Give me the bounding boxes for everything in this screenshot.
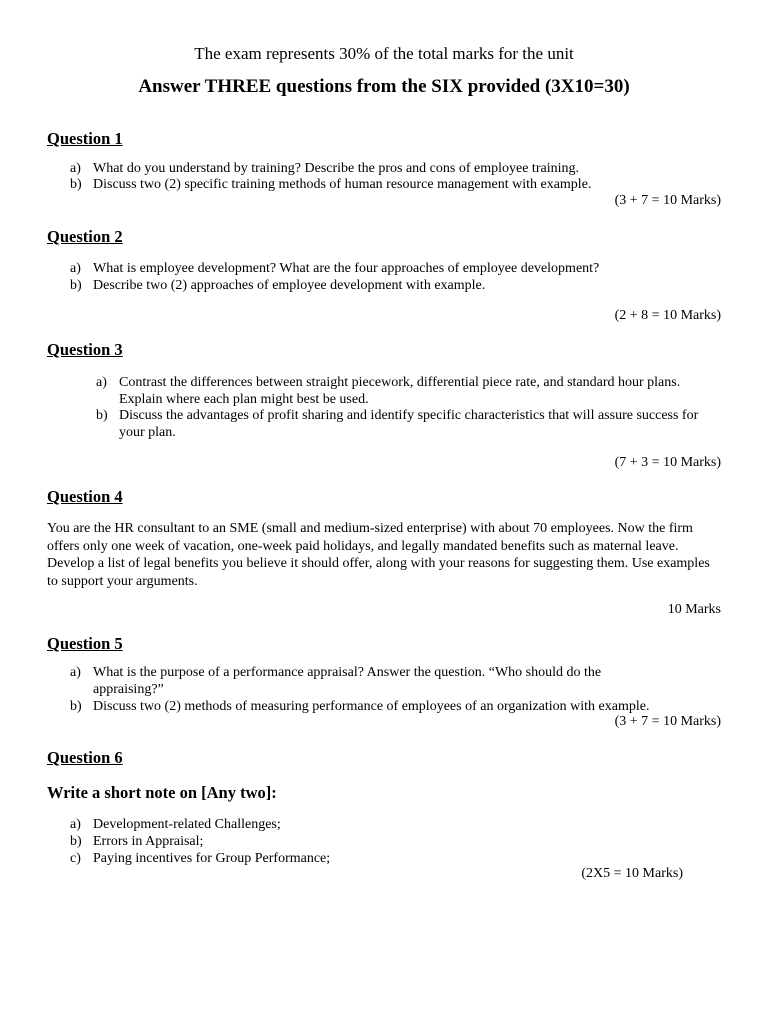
item-text: Contrast the differences between straight piecework, differential piece rate, and standard hour plans. Explain where each plan might best be used. bbox=[119, 375, 681, 407]
question-6-subtitle: Write a short note on [Any two]: bbox=[47, 783, 277, 802]
question-2-item-a bbox=[70, 260, 730, 277]
item-text: Discuss two (2) specific training methods of human resource management with example. bbox=[93, 177, 592, 192]
item-text: What do you understand by training? Describe the pros and cons of employee training. bbox=[93, 161, 579, 176]
question-5-item-a bbox=[70, 664, 730, 698]
question-1-title: Question 1 bbox=[47, 129, 123, 148]
item-label: b) bbox=[70, 699, 82, 714]
question-4-marks: 10 Marks bbox=[667, 602, 721, 617]
question-3-item-a bbox=[96, 374, 726, 408]
item-label: c) bbox=[70, 851, 81, 866]
exam-instruction: Answer THREE questions from the SIX provided (3X10=30) bbox=[138, 76, 630, 97]
question-1-item-a bbox=[70, 160, 730, 177]
question-2-title: Question 2 bbox=[47, 227, 123, 246]
question-6-item-b bbox=[70, 833, 730, 850]
question-2-item-b bbox=[70, 277, 730, 294]
question-6-item-c bbox=[70, 850, 730, 867]
item-label: a) bbox=[70, 161, 81, 176]
question-2-marks: (2 + 8 = 10 Marks) bbox=[614, 308, 721, 323]
question-3-marks: (7 + 3 = 10 Marks) bbox=[614, 455, 721, 470]
item-label: a) bbox=[96, 375, 107, 390]
item-label: b) bbox=[70, 278, 82, 293]
item-label: a) bbox=[70, 817, 81, 832]
item-text: Discuss two (2) methods of measuring performance of employees of an organization with example. bbox=[93, 699, 650, 714]
item-label: b) bbox=[70, 177, 82, 192]
question-1-item-b bbox=[70, 176, 730, 193]
exam-weight-note: The exam represents 30% of the total marks for the unit bbox=[194, 44, 574, 63]
question-5-title: Question 5 bbox=[47, 634, 123, 653]
question-6-marks: (2X5 = 10 Marks) bbox=[581, 866, 683, 881]
item-text: Describe two (2) approaches of employee development with example. bbox=[93, 278, 486, 293]
question-1-marks: (3 + 7 = 10 Marks) bbox=[614, 193, 721, 208]
question-6-title: Question 6 bbox=[47, 748, 123, 767]
item-text: Paying incentives for Group Performance; bbox=[93, 851, 331, 866]
item-label: a) bbox=[70, 665, 81, 680]
question-5-item-b bbox=[70, 698, 730, 715]
question-3-item-b bbox=[96, 407, 726, 441]
item-text: What is employee development? What are the four approaches of employee development? bbox=[93, 261, 600, 276]
item-label: b) bbox=[96, 408, 108, 423]
item-text: What is the purpose of a performance appraisal? Answer the question. “Who should do the appraising?” bbox=[93, 665, 602, 697]
item-label: b) bbox=[70, 834, 82, 849]
item-text: Discuss the advantages of profit sharing and identify specific characteristics that will assure success for your plan. bbox=[119, 408, 699, 440]
question-3-title: Question 3 bbox=[47, 340, 123, 359]
question-4-paragraph: You are the HR consultant to an SME (small and medium-sized enterprise) with about 70 employees. Now the firm offers only one week of vacation, one-week paid holidays, and legally mandated benefits such as maternal leave. Develop a list of legal benefits you believe it should offer, along with your reasons for suggesting them. Use examples to support your arguments. bbox=[47, 521, 710, 589]
item-text: Development-related Challenges; bbox=[93, 817, 281, 832]
item-text: Errors in Appraisal; bbox=[93, 834, 204, 849]
question-5-marks: (3 + 7 = 10 Marks) bbox=[614, 714, 721, 729]
item-label: a) bbox=[70, 261, 81, 276]
question-6-item-a bbox=[70, 816, 730, 833]
question-4-title: Question 4 bbox=[47, 487, 123, 506]
